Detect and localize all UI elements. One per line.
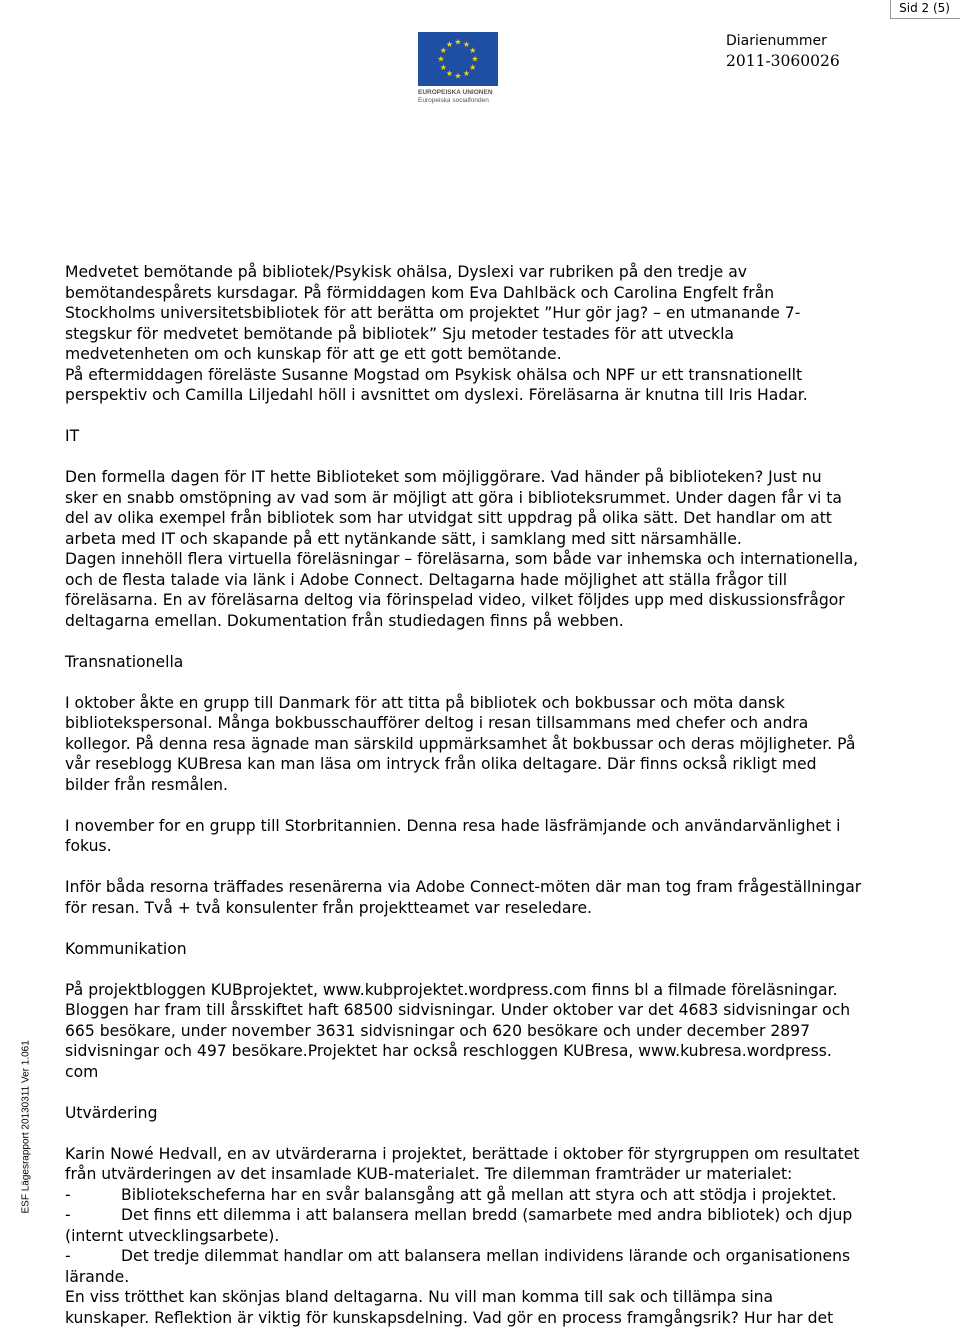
text-line: vår reseblogg KUBresa kan man läsa om intryck från olika deltagare. Där finns också rikligt med: [65, 754, 950, 775]
text-line: bibliotekspersonal. Många bokbusschaufförer deltog i resan tillsammans med chefer och andra: [65, 713, 950, 734]
diary-number: 2011-3060026: [726, 51, 840, 71]
flag-star: ★: [469, 63, 476, 72]
text-line: sker en snabb omstöpning av vad som är möjligt att göra i biblioteksrummet. Under dagen får vi ta: [65, 488, 950, 509]
flag-star: ★: [454, 72, 461, 81]
flag-star: ★: [469, 46, 476, 55]
diary-block: [726, 31, 840, 71]
eu-logo: [418, 32, 500, 104]
paragraph-gap: [65, 918, 950, 939]
bullet-item: [65, 1205, 950, 1226]
text-line: från utvärderingen av det insamlade KUB-materialet. Tre dilemman framträder ur materialet:: [65, 1164, 950, 1185]
text-line: perspektiv och Camilla Liljedahl höll i avsnittet om dyslexi. Föreläsarna är knutna till Iris Hadar.: [65, 385, 950, 406]
flag-star: ★: [446, 40, 453, 49]
paragraph-gap: [65, 1123, 950, 1144]
flag-star: ★: [446, 69, 453, 78]
document-body: [65, 262, 950, 1328]
eu-flag-icon: [418, 32, 498, 86]
text-line: Karin Nowé Hedvall, en av utvärderarna i projektet, berättade i oktober för styrgruppen om resultatet: [65, 1144, 950, 1165]
text-line: bilder från resmålen.: [65, 775, 950, 796]
section-heading: Transnationella: [65, 652, 950, 673]
bullet-item: [65, 1246, 950, 1267]
logo-line-1: EUROPEISKA UNIONEN: [418, 89, 500, 97]
text-line: I oktober åkte en grupp till Danmark för att titta på bibliotek och bokbussar och möta dansk: [65, 693, 950, 714]
text-line: för resan. Två + två konsulenter från projektteamet var reseledare.: [65, 898, 950, 919]
text-line: kollegor. På denna resa ägnade man särskild uppmärksamhet åt bokbussar och deras möjligheter. På: [65, 734, 950, 755]
text-line: kunskaper. Reflektion är viktig för kunskapsdelning. Vad gör en process framgångsrik? Hur har det: [65, 1308, 950, 1328]
text-line: Bloggen har fram till årsskiftet haft 68500 sidvisningar. Under oktober var det 4683 sidvisningar och: [65, 1000, 950, 1021]
paragraph-gap: [65, 857, 950, 878]
flag-star: ★: [440, 46, 447, 55]
bullet-text: Bibliotekscheferna har en svår balansgång att gå mellan att styra och att stödja i projektet.: [121, 1185, 837, 1206]
text-line: arbeta med IT och skapande på ett nytänkande sätt, i samklang med sitt närsamhälle.: [65, 529, 950, 550]
text-line: (internt utvecklingsarbete).: [65, 1226, 950, 1247]
flag-star: ★: [454, 38, 461, 47]
paragraph-gap: [65, 631, 950, 652]
text-line: lärande.: [65, 1267, 950, 1288]
bullet-dash: -: [65, 1246, 121, 1267]
text-line: del av olika exempel från bibliotek som har utvidgat sitt uppdrag på olika sätt. Det handlar om att: [65, 508, 950, 529]
text-line: com: [65, 1062, 950, 1083]
text-line: och de flesta talade via länk i Adobe Connect. Deltagarna hade möjlighet att ställa frågor till: [65, 570, 950, 591]
flag-star: ★: [471, 55, 478, 64]
text-line: Medvetet bemötande på bibliotek/Psykisk ohälsa, Dyslexi var rubriken på den tredje av: [65, 262, 950, 283]
text-line: 665 besökare, under november 3631 sidvisningar och 620 besökare och under december 2897: [65, 1021, 950, 1042]
bullet-dash: -: [65, 1205, 121, 1226]
paragraph-gap: [65, 795, 950, 816]
text-line: Stockholms universitetsbibliotek för att berätta om projektet ”Hur gör jag? – en utmanande 7-: [65, 303, 950, 324]
text-line: fokus.: [65, 836, 950, 857]
text-line: deltagarna emellan. Dokumentation från studiedagen finns på webben.: [65, 611, 950, 632]
flag-star: ★: [437, 55, 444, 64]
paragraph-gap: [65, 406, 950, 427]
text-line: En viss trötthet kan skönjas bland deltagarna. Nu vill man komma till sak och tillämpa sina: [65, 1287, 950, 1308]
logo-line-2: Europeiska socialfonden: [418, 97, 500, 105]
text-line: Den formella dagen för IT hette Biblioteket som möjliggörare. Vad händer på biblioteken? Just nu: [65, 467, 950, 488]
section-heading: Kommunikation: [65, 939, 950, 960]
text-line: Inför båda resorna träffades resenärerna via Adobe Connect-möten där man tog fram frågeställningar: [65, 877, 950, 898]
text-line: bemötandespårets kursdagar. På förmiddagen kom Eva Dahlbäck och Carolina Engfelt från: [65, 283, 950, 304]
section-heading: Utvärdering: [65, 1103, 950, 1124]
text-line: stegskur för medvetet bemötande på bibliotek” Sju metoder testades för att utveckla: [65, 324, 950, 345]
flag-star: ★: [463, 40, 470, 49]
text-line: medvetenheten om och kunskap för att ge ett gott bemötande.: [65, 344, 950, 365]
text-line: föreläsarna. En av föreläsarna deltog via förinspelad video, vilket följdes upp med diskussionsfrågor: [65, 590, 950, 611]
text-line: sidvisningar och 497 besökare.Projektet har också reschloggen KUBresa, www.kubresa.wordpress.: [65, 1041, 950, 1062]
side-stamp: ESF Lägesrapport 20130311 Ver 1.061: [21, 1054, 32, 1214]
bullet-item: [65, 1185, 950, 1206]
paragraph-gap: [65, 447, 950, 468]
bullet-text: Det tredje dilemmat handlar om att balansera mellan individens lärande och organisationens: [121, 1246, 850, 1267]
paragraph-gap: [65, 959, 950, 980]
paragraph-gap: [65, 672, 950, 693]
text-line: Dagen innehöll flera virtuella föreläsningar – föreläsarna, som både var inhemska och internationella,: [65, 549, 950, 570]
paragraph-gap: [65, 1082, 950, 1103]
section-heading: IT: [65, 426, 950, 447]
diary-label: Diarienummer: [726, 31, 840, 51]
bullet-dash: -: [65, 1185, 121, 1206]
text-line: I november for en grupp till Storbritannien. Denna resa hade läsfrämjande och användarvänlighet i: [65, 816, 950, 837]
flag-star: ★: [463, 69, 470, 78]
bullet-text: Det finns ett dilemma i att balansera mellan bredd (samarbete med andra bibliotek) och djup: [121, 1205, 852, 1226]
text-line: På eftermiddagen föreläste Susanne Mogstad om Psykisk ohälsa och NPF ur ett transnationellt: [65, 365, 950, 386]
flag-star: ★: [440, 63, 447, 72]
page-indicator: Sid 2 (5): [890, 0, 960, 19]
text-line: På projektbloggen KUBprojektet, www.kubprojektet.wordpress.com finns bl a filmade föreläsningar.: [65, 980, 950, 1001]
